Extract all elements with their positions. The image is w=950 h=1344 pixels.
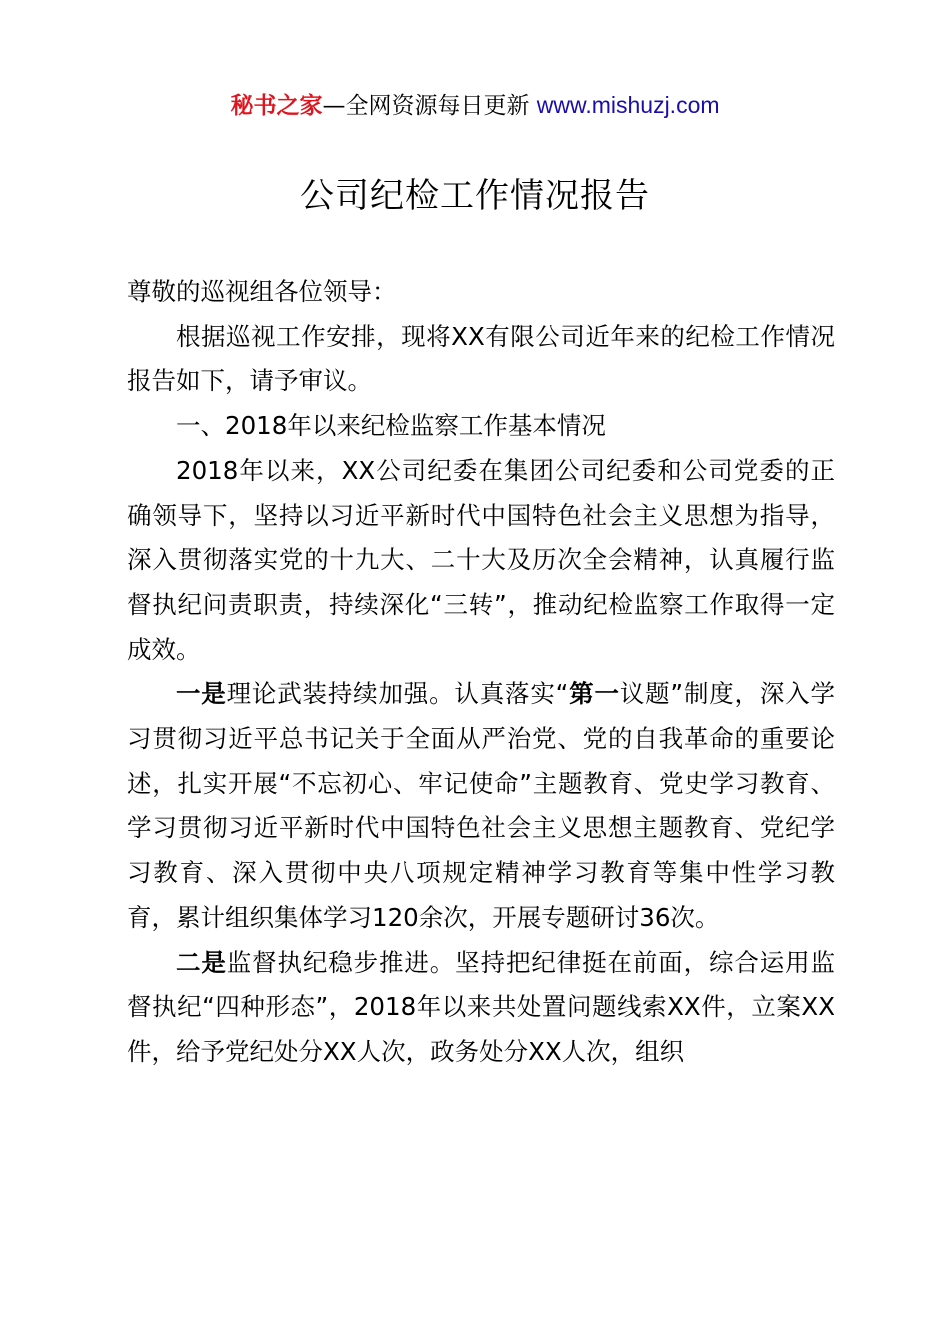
point-two-text: 监督执纪稳步推进。坚持把纪律挺在前面，综合运用监督执纪“四种形态”，2018年以来共处置问题线索XX件，立案XX件，给予党纪处分XX人次，政务处分XX人次，组织 [127,947,836,1066]
point-one-bold-term: 第一 [568,679,620,709]
site-tagline: —全网资源每日更新 [322,93,530,119]
document-title: 公司纪检工作情况报告 [300,176,650,216]
point-one-paragraph [127,672,835,940]
site-header [0,88,950,123]
point-one-text-a: 理论武装持续加强。认真落实“ [226,679,569,709]
point-one-text-b: 议题”制度，深入学习贯彻习近平总书记关于全面从严治党、党的自我革命的重要论述，扎实开展“不忘初心、牢记使命”主题教育、党史学习教育、学习贯彻习近平新时代中国特色社会主义思想主题教育、党纪学习教育、深入贯彻中央八项规定精神学习教育等集中性学习教育，累计组织集体学习120余次，开展专题研讨36次。 [127,679,835,932]
section-paragraph: 2018年以来，XX公司纪委在集团公司纪委和公司党委的正确领导下，坚持以习近平新时代中国特色社会主义思想为指导，深入贯彻落实党的十九大、二十大及历次全会精神，认真履行监督执纪问责职责，持续深化“三转”，推动纪检监察工作取得一定成效。 [127,455,835,664]
point-one-lead: 一是 [176,679,227,709]
site-url-link[interactable]: www.mishuzj.com [536,92,720,118]
salutation: 尊敬的巡视组各位领导： [127,277,397,306]
intro-paragraph: 根据巡视工作安排，现将XX有限公司近年来的纪检工作情况报告如下，请予审议。 [127,321,835,396]
document-body [127,270,835,1075]
site-brand: 秘书之家 [230,93,323,119]
section-heading: 一、2018年以来纪检监察工作基本情况 [176,411,606,441]
point-two-lead: 二是 [176,947,227,977]
point-two-paragraph [127,941,835,1075]
